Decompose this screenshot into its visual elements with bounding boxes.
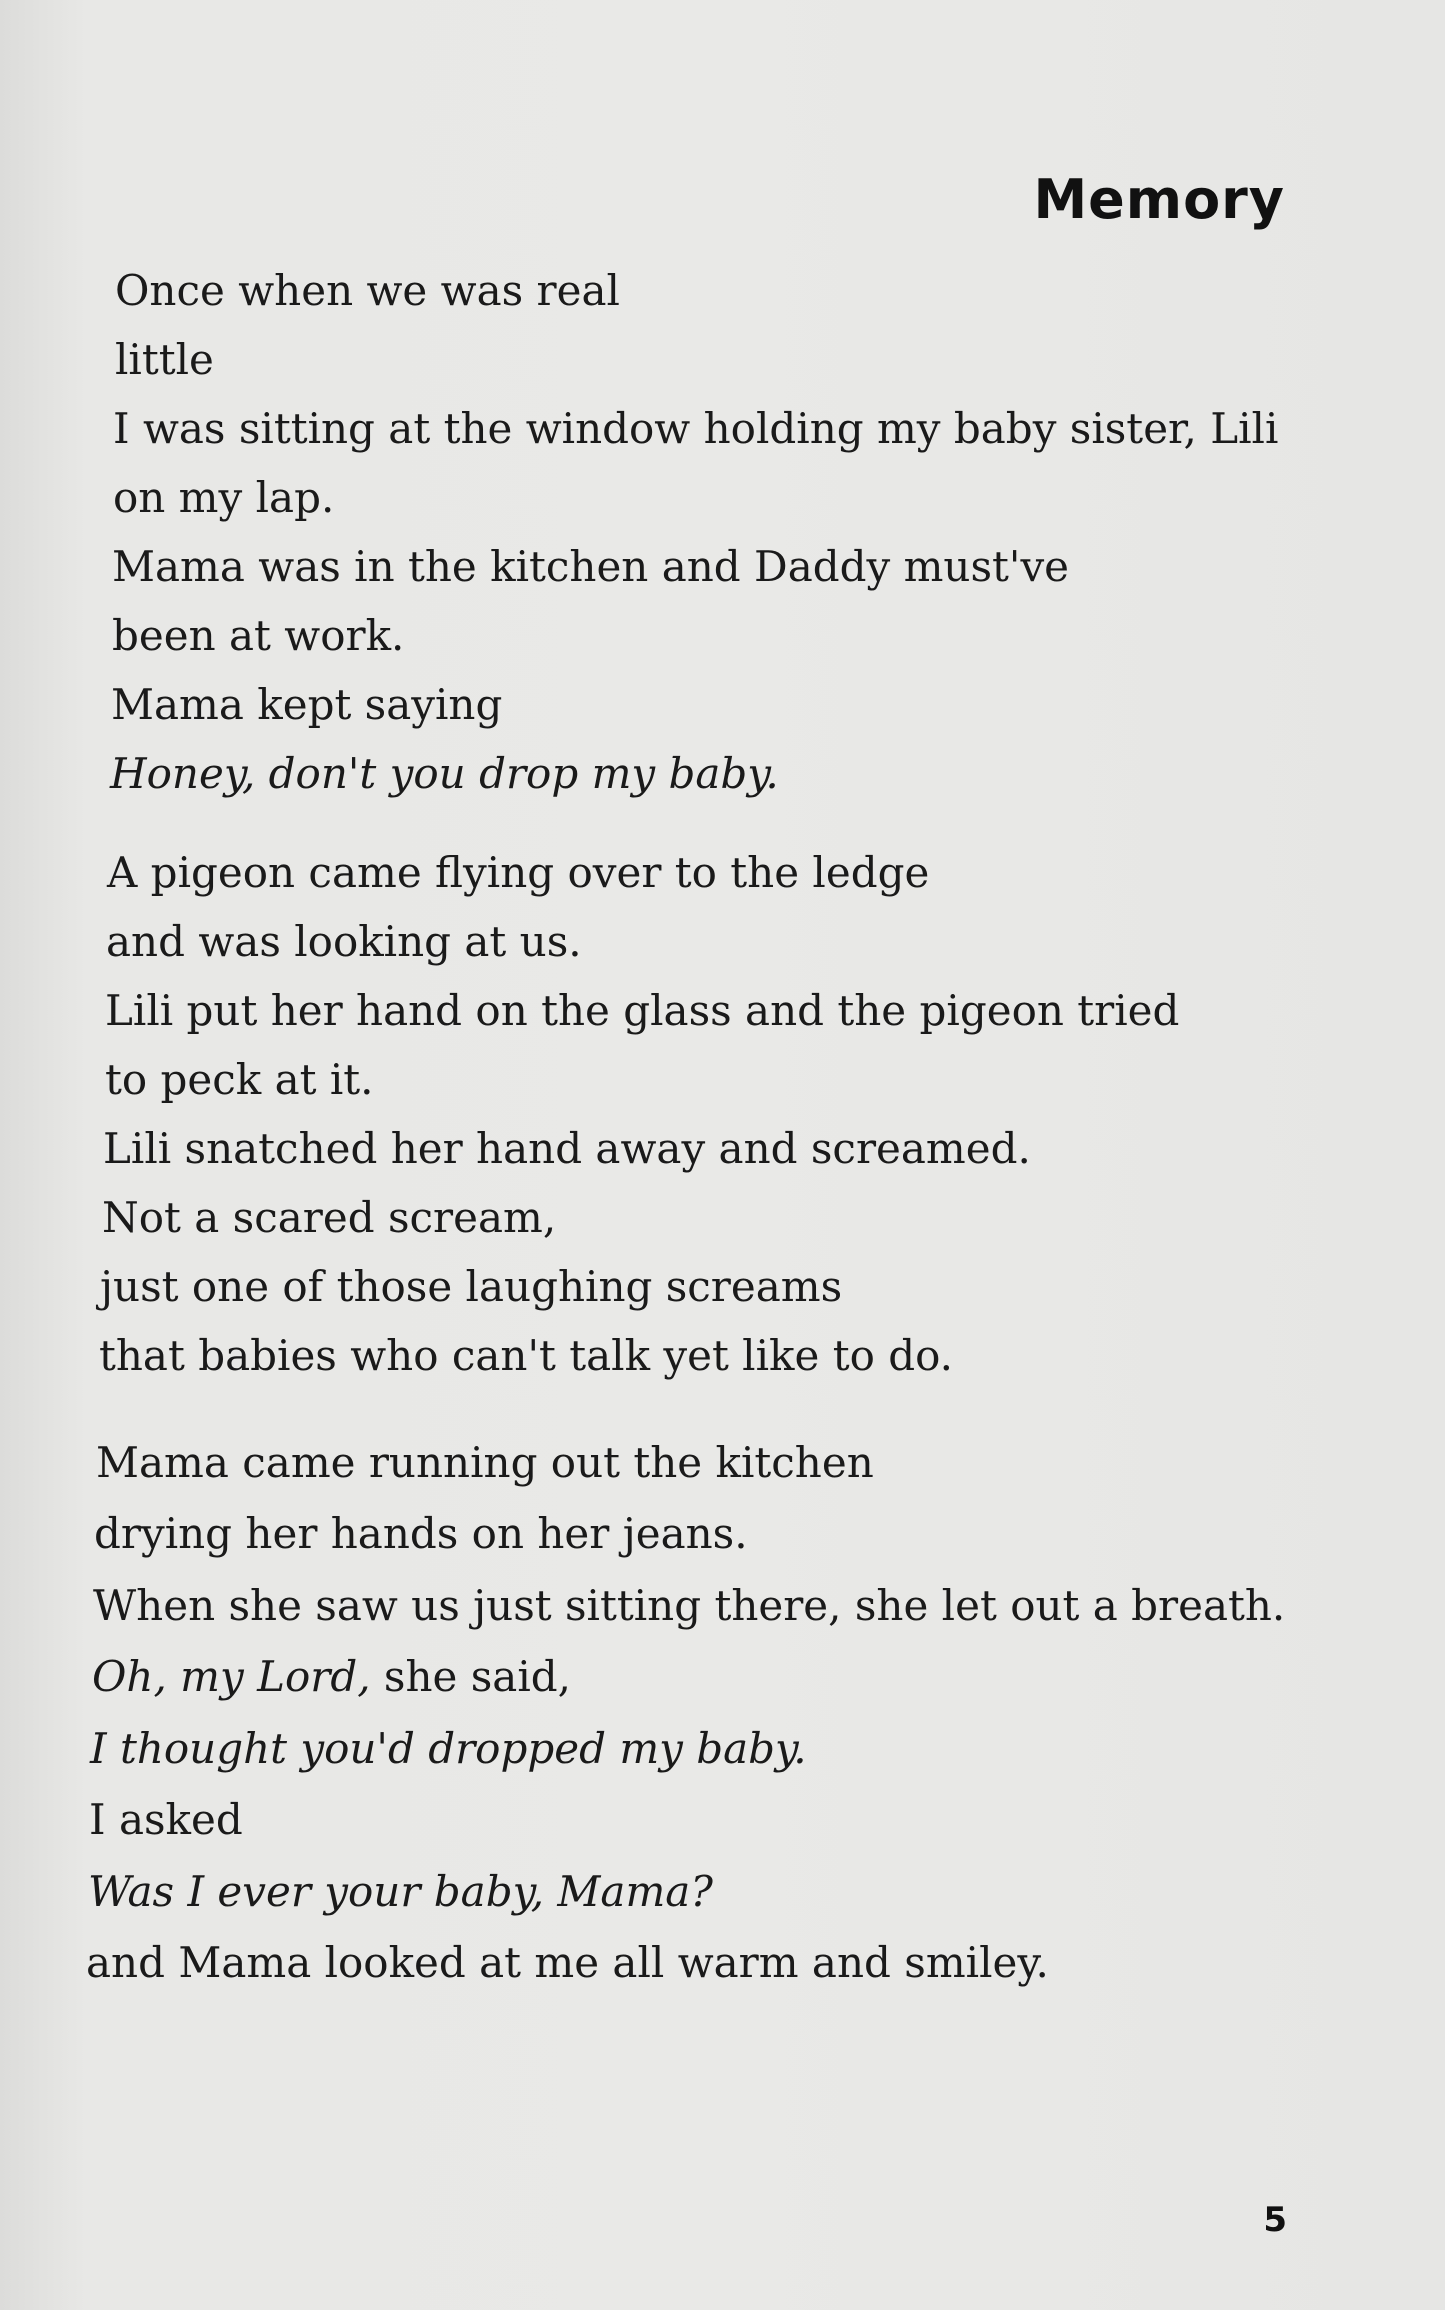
poem-line: on my lap. [113,473,335,522]
poem-line: Honey, don't you drop my baby. [110,749,779,798]
poem-line: little [115,335,214,384]
poem-line: to peck at it. [105,1055,374,1104]
poem-line [92,1652,572,1701]
poem-line: Lili put her hand on the glass and the pigeon tried [105,986,1180,1035]
poem-line: Was I ever your baby, Mama? [88,1867,713,1916]
page-number: 5 [1263,2200,1287,2240]
poem-line: Not a scared scream, [102,1193,557,1242]
poem-line: Lili snatched her hand away and screamed. [103,1124,1031,1173]
poem-line: Once when we was real [115,266,620,315]
poem-line: drying her hands on her jeans. [94,1509,748,1558]
poem-line: Mama was in the kitchen and Daddy must've [112,542,1070,591]
poem-line: that babies who can't talk yet like to do. [99,1331,954,1380]
poem-line: Mama kept saying [111,680,503,729]
poem-line: just one of those laughing screams [100,1262,843,1311]
italic-text: Oh, my Lord, [92,1652,371,1701]
poem-line: I asked [89,1795,243,1844]
poem-line: been at work. [112,611,405,660]
poem-title: Memory [1033,168,1285,231]
poem-line: When she saw us just sitting there, she let out a breath. [93,1581,1286,1630]
poem-line: and Mama looked at me all warm and smiley. [86,1938,1049,1987]
poem-line: and was looking at us. [106,917,582,966]
poem-line: A pigeon came flying over to the ledge [107,848,930,897]
poem-line: Mama came running out the kitchen [96,1438,874,1487]
poem-line: I was sitting at the window holding my baby sister, Lili [113,404,1279,453]
line-text: she said, [370,1652,572,1701]
poem-line: I thought you'd dropped my baby. [90,1724,807,1773]
